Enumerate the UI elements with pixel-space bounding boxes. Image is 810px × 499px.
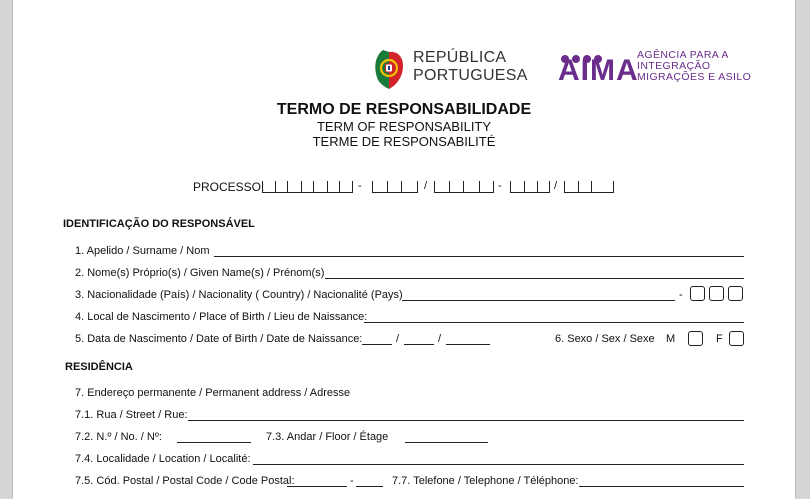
nationality-dash: - bbox=[679, 289, 683, 301]
sex-m-label: M bbox=[666, 333, 676, 345]
portuguese-emblem-icon bbox=[373, 46, 407, 90]
birth-day-field[interactable] bbox=[362, 344, 392, 345]
date-separator-2: / bbox=[438, 333, 442, 345]
street-field[interactable] bbox=[188, 420, 744, 421]
locality-field[interactable] bbox=[253, 464, 744, 465]
sex-f-label: F bbox=[716, 333, 723, 345]
aima-tagline-1: AGÊNCIA PARA A bbox=[637, 49, 729, 61]
document-subtitle-fr: TERME DE RESPONSABILITÉ bbox=[312, 134, 496, 149]
document-subtitle-en: TERM OF RESPONSABILITY bbox=[316, 119, 492, 134]
section-residencia-heading: RESIDÊNCIA bbox=[65, 361, 133, 373]
sex-f-checkbox[interactable] bbox=[729, 331, 744, 346]
aima-tagline-3: MIGRAÇÕES E ASILO bbox=[637, 71, 752, 83]
sex-m-checkbox[interactable] bbox=[688, 331, 703, 346]
date-of-birth-label: 5. Data de Nascimento / Date of Birth / Date de Naissance: bbox=[75, 333, 363, 345]
postal-code-field-2[interactable] bbox=[356, 486, 383, 487]
processo-number-field[interactable]: - / - / bbox=[262, 181, 614, 195]
place-of-birth-label: 4. Local de Nascimento / Place of Birth / Lieu de Naissance: bbox=[75, 311, 368, 323]
nationality-label: 3. Nacionalidade (País) / Nacionality ( Country) / Nacionalité (Pays) bbox=[75, 289, 403, 301]
republica-line1: REPÚBLICA bbox=[413, 49, 507, 66]
aima-logo bbox=[558, 50, 778, 90]
surname-field[interactable] bbox=[214, 256, 744, 257]
processo-label: PROCESSO: bbox=[193, 180, 265, 194]
republica-portuguesa-logo bbox=[373, 46, 533, 92]
street-label: 7.1. Rua / Street / Rue: bbox=[75, 409, 188, 421]
locality-label: 7.4. Localidade / Location / Localité: bbox=[75, 453, 251, 465]
postal-code-field-1[interactable] bbox=[287, 486, 347, 487]
permanent-address-label: 7. Endereço permanente / Permanent address / Adresse bbox=[75, 387, 351, 399]
floor-label: 7.3. Andar / Floor / Étage bbox=[266, 431, 389, 443]
postal-code-label: 7.5. Cód. Postal / Postal Code / Code Postal: bbox=[75, 475, 295, 487]
birth-month-field[interactable] bbox=[404, 344, 434, 345]
document-page bbox=[13, 0, 795, 499]
given-names-label: 2. Nome(s) Próprio(s) / Given Name(s) / Prénom(s) bbox=[75, 267, 325, 279]
place-of-birth-field[interactable] bbox=[364, 322, 744, 323]
telephone-field[interactable] bbox=[579, 486, 744, 487]
aima-tagline-2: INTEGRAÇÃO bbox=[637, 60, 711, 72]
republica-line2: PORTUGUESA bbox=[413, 67, 528, 84]
document-title: TERMO DE RESPONSABILIDADE bbox=[276, 101, 532, 118]
given-names-field[interactable] bbox=[325, 278, 744, 279]
number-field[interactable] bbox=[177, 442, 251, 443]
telephone-label: 7.7. Telefone / Telephone / Téléphone: bbox=[392, 475, 579, 487]
nationality-code-box-3[interactable] bbox=[728, 286, 743, 301]
number-label: 7.2. N.º / No. / Nº: bbox=[75, 431, 162, 443]
nationality-field[interactable] bbox=[402, 300, 675, 301]
birth-year-field[interactable] bbox=[446, 344, 490, 345]
nationality-code-box-1[interactable] bbox=[690, 286, 705, 301]
section-responsavel-heading: IDENTIFICAÇÃO DO RESPONSÁVEL bbox=[63, 218, 255, 230]
nationality-code-box-2[interactable] bbox=[709, 286, 724, 301]
aima-wordmark: AIMA bbox=[558, 54, 639, 87]
date-separator-1: / bbox=[396, 333, 400, 345]
floor-field[interactable] bbox=[405, 442, 488, 443]
postal-code-dash: - bbox=[350, 475, 354, 487]
surname-label: 1. Apelido / Surname / Nom bbox=[75, 245, 210, 257]
sex-label: 6. Sexo / Sex / Sexe bbox=[555, 333, 655, 345]
